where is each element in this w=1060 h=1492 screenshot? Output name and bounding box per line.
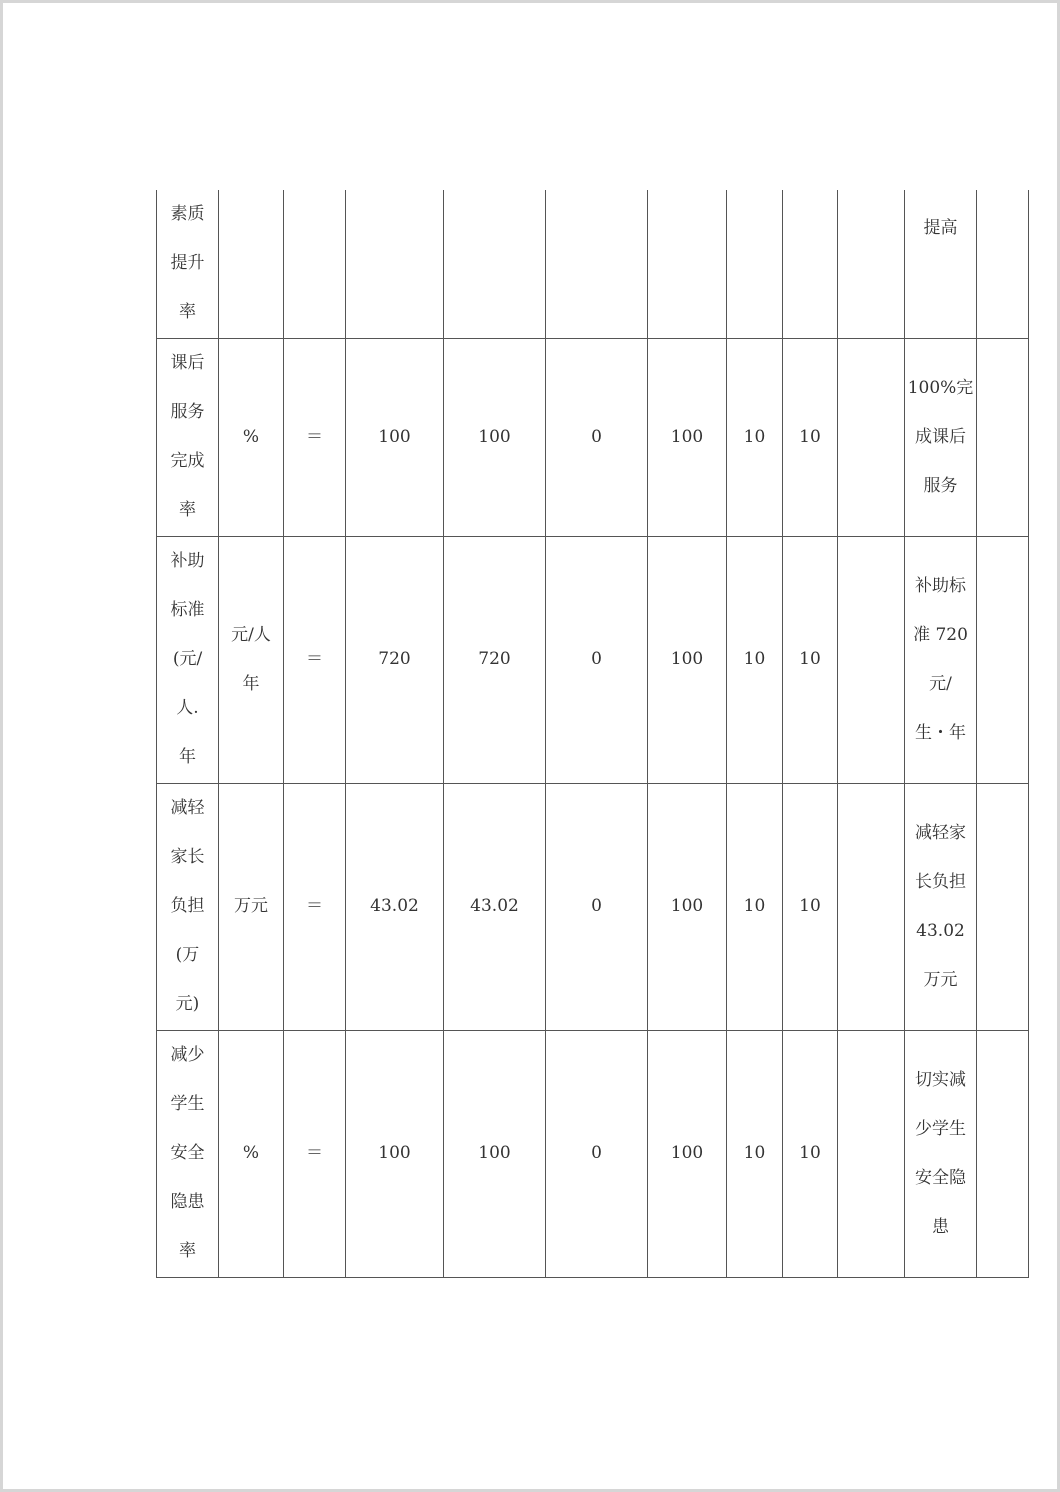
unit-line: 万元 xyxy=(234,896,268,916)
comparison-symbol-cell: ＝ xyxy=(284,1030,346,1277)
note-line: 成课后 xyxy=(915,426,966,447)
unit-line: % xyxy=(242,1143,260,1163)
note-line: 长负担 xyxy=(915,871,966,892)
table-row xyxy=(157,536,1029,783)
indicator-name-cell xyxy=(157,1030,219,1277)
table-row xyxy=(157,338,1029,536)
note-line: 少学生 xyxy=(915,1118,966,1139)
note-line: 万元 xyxy=(923,969,958,990)
indicator-name-cell xyxy=(157,190,219,338)
note-cell xyxy=(905,1030,977,1277)
indicator-name-cell xyxy=(157,536,219,783)
indicator-name-line: 安全 xyxy=(170,1143,205,1163)
note-line: 准 720 xyxy=(913,624,968,645)
extra-cell xyxy=(977,1030,1029,1277)
deviation-cell: 0 xyxy=(546,1030,648,1277)
weight-cell: 10 xyxy=(727,783,783,1030)
actual-value-cell: 100 xyxy=(444,338,546,536)
actual-value-cell: 100 xyxy=(444,1030,546,1277)
indicator-name-line: 人. xyxy=(176,698,199,718)
indicator-name-line: 负担 xyxy=(170,896,205,916)
indicator-name-line: 率 xyxy=(179,302,196,322)
unit-cell xyxy=(219,783,284,1030)
deviation-cell: 0 xyxy=(546,338,648,536)
indicator-name-line: (万 xyxy=(175,945,200,965)
unit-cell xyxy=(219,190,284,338)
completion-rate-cell: 100 xyxy=(648,536,727,783)
completion-rate-cell: 100 xyxy=(648,783,727,1030)
deviation-cell: 0 xyxy=(546,783,648,1030)
note-cell xyxy=(905,338,977,536)
indicator-name-line: 课后 xyxy=(170,353,205,373)
unit-cell xyxy=(219,338,284,536)
score-cell: 10 xyxy=(783,338,838,536)
note-line: 元/ xyxy=(929,673,952,694)
indicator-name-line: 家长 xyxy=(170,847,205,867)
reason-cell xyxy=(838,338,905,536)
extra-cell xyxy=(977,536,1029,783)
note-line: 提高 xyxy=(923,218,958,238)
indicator-name-cell xyxy=(157,783,219,1030)
weight-cell: 10 xyxy=(727,536,783,783)
unit-cell xyxy=(219,536,284,783)
indicator-name-line: 素质 xyxy=(170,204,205,224)
table-row xyxy=(157,190,1029,338)
table-row xyxy=(157,783,1029,1030)
deviation-cell: 0 xyxy=(546,536,648,783)
reason-cell xyxy=(838,783,905,1030)
comparison-symbol-cell: ＝ xyxy=(284,536,346,783)
reason-cell xyxy=(838,536,905,783)
completion-rate-cell: 100 xyxy=(648,1030,727,1277)
extra-cell xyxy=(977,783,1029,1030)
indicator-name-line: 率 xyxy=(179,500,196,520)
score-cell xyxy=(783,190,838,338)
note-line: 补助标 xyxy=(915,575,966,596)
unit-cell xyxy=(219,1030,284,1277)
annual-target-cell: 100 xyxy=(346,1030,444,1277)
annual-target-cell xyxy=(346,190,444,338)
actual-value-cell: 720 xyxy=(444,536,546,783)
annual-target-cell: 100 xyxy=(346,338,444,536)
note-line: 服务 xyxy=(923,475,958,496)
indicator-name-line: 减轻 xyxy=(170,798,205,818)
note-line: 生・年 xyxy=(915,722,966,743)
note-cell xyxy=(905,783,977,1030)
comparison-symbol-cell xyxy=(284,190,346,338)
score-cell: 10 xyxy=(783,1030,838,1277)
indicator-name-line: 元) xyxy=(175,994,200,1014)
indicator-name-line: 服务 xyxy=(170,402,205,422)
indicator-name-line: 学生 xyxy=(170,1094,205,1114)
score-cell: 10 xyxy=(783,536,838,783)
annual-target-cell: 43.02 xyxy=(346,783,444,1030)
comparison-symbol-cell: ＝ xyxy=(284,783,346,1030)
actual-value-cell xyxy=(444,190,546,338)
performance-table xyxy=(156,190,1029,1278)
note-line: 减轻家 xyxy=(915,822,966,843)
comparison-symbol-cell: ＝ xyxy=(284,338,346,536)
weight-cell: 10 xyxy=(727,338,783,536)
completion-rate-cell: 100 xyxy=(648,338,727,536)
indicator-name-line: 年 xyxy=(179,747,196,767)
indicator-name-line: 完成 xyxy=(170,451,205,471)
indicator-name-line: (元/ xyxy=(172,649,203,669)
indicator-name-cell xyxy=(157,338,219,536)
note-cell xyxy=(905,190,977,338)
weight-cell xyxy=(727,190,783,338)
annual-target-cell: 720 xyxy=(346,536,444,783)
indicator-name-line: 率 xyxy=(179,1241,196,1261)
note-cell xyxy=(905,536,977,783)
indicator-name-line: 标准 xyxy=(170,600,205,620)
weight-cell: 10 xyxy=(727,1030,783,1277)
table-row xyxy=(157,1030,1029,1277)
indicator-name-line: 补助 xyxy=(170,551,205,571)
extra-cell xyxy=(977,190,1029,338)
note-line: 43.02 xyxy=(916,920,965,941)
note-line: 患 xyxy=(932,1216,949,1237)
unit-line: % xyxy=(242,426,260,447)
actual-value-cell: 43.02 xyxy=(444,783,546,1030)
score-cell: 10 xyxy=(783,783,838,1030)
note-line: 100%完 xyxy=(907,377,974,398)
deviation-cell xyxy=(546,190,648,338)
reason-cell xyxy=(838,190,905,338)
indicator-name-line: 隐患 xyxy=(170,1192,205,1212)
unit-line: 年 xyxy=(242,673,260,694)
completion-rate-cell xyxy=(648,190,727,338)
indicator-name-line: 减少 xyxy=(170,1045,205,1065)
indicator-name-line: 提升 xyxy=(170,253,205,273)
reason-cell xyxy=(838,1030,905,1277)
note-line: 安全隐 xyxy=(915,1167,966,1188)
unit-line: 元/人 xyxy=(231,624,271,645)
extra-cell xyxy=(977,338,1029,536)
note-line: 切实减 xyxy=(915,1069,966,1090)
